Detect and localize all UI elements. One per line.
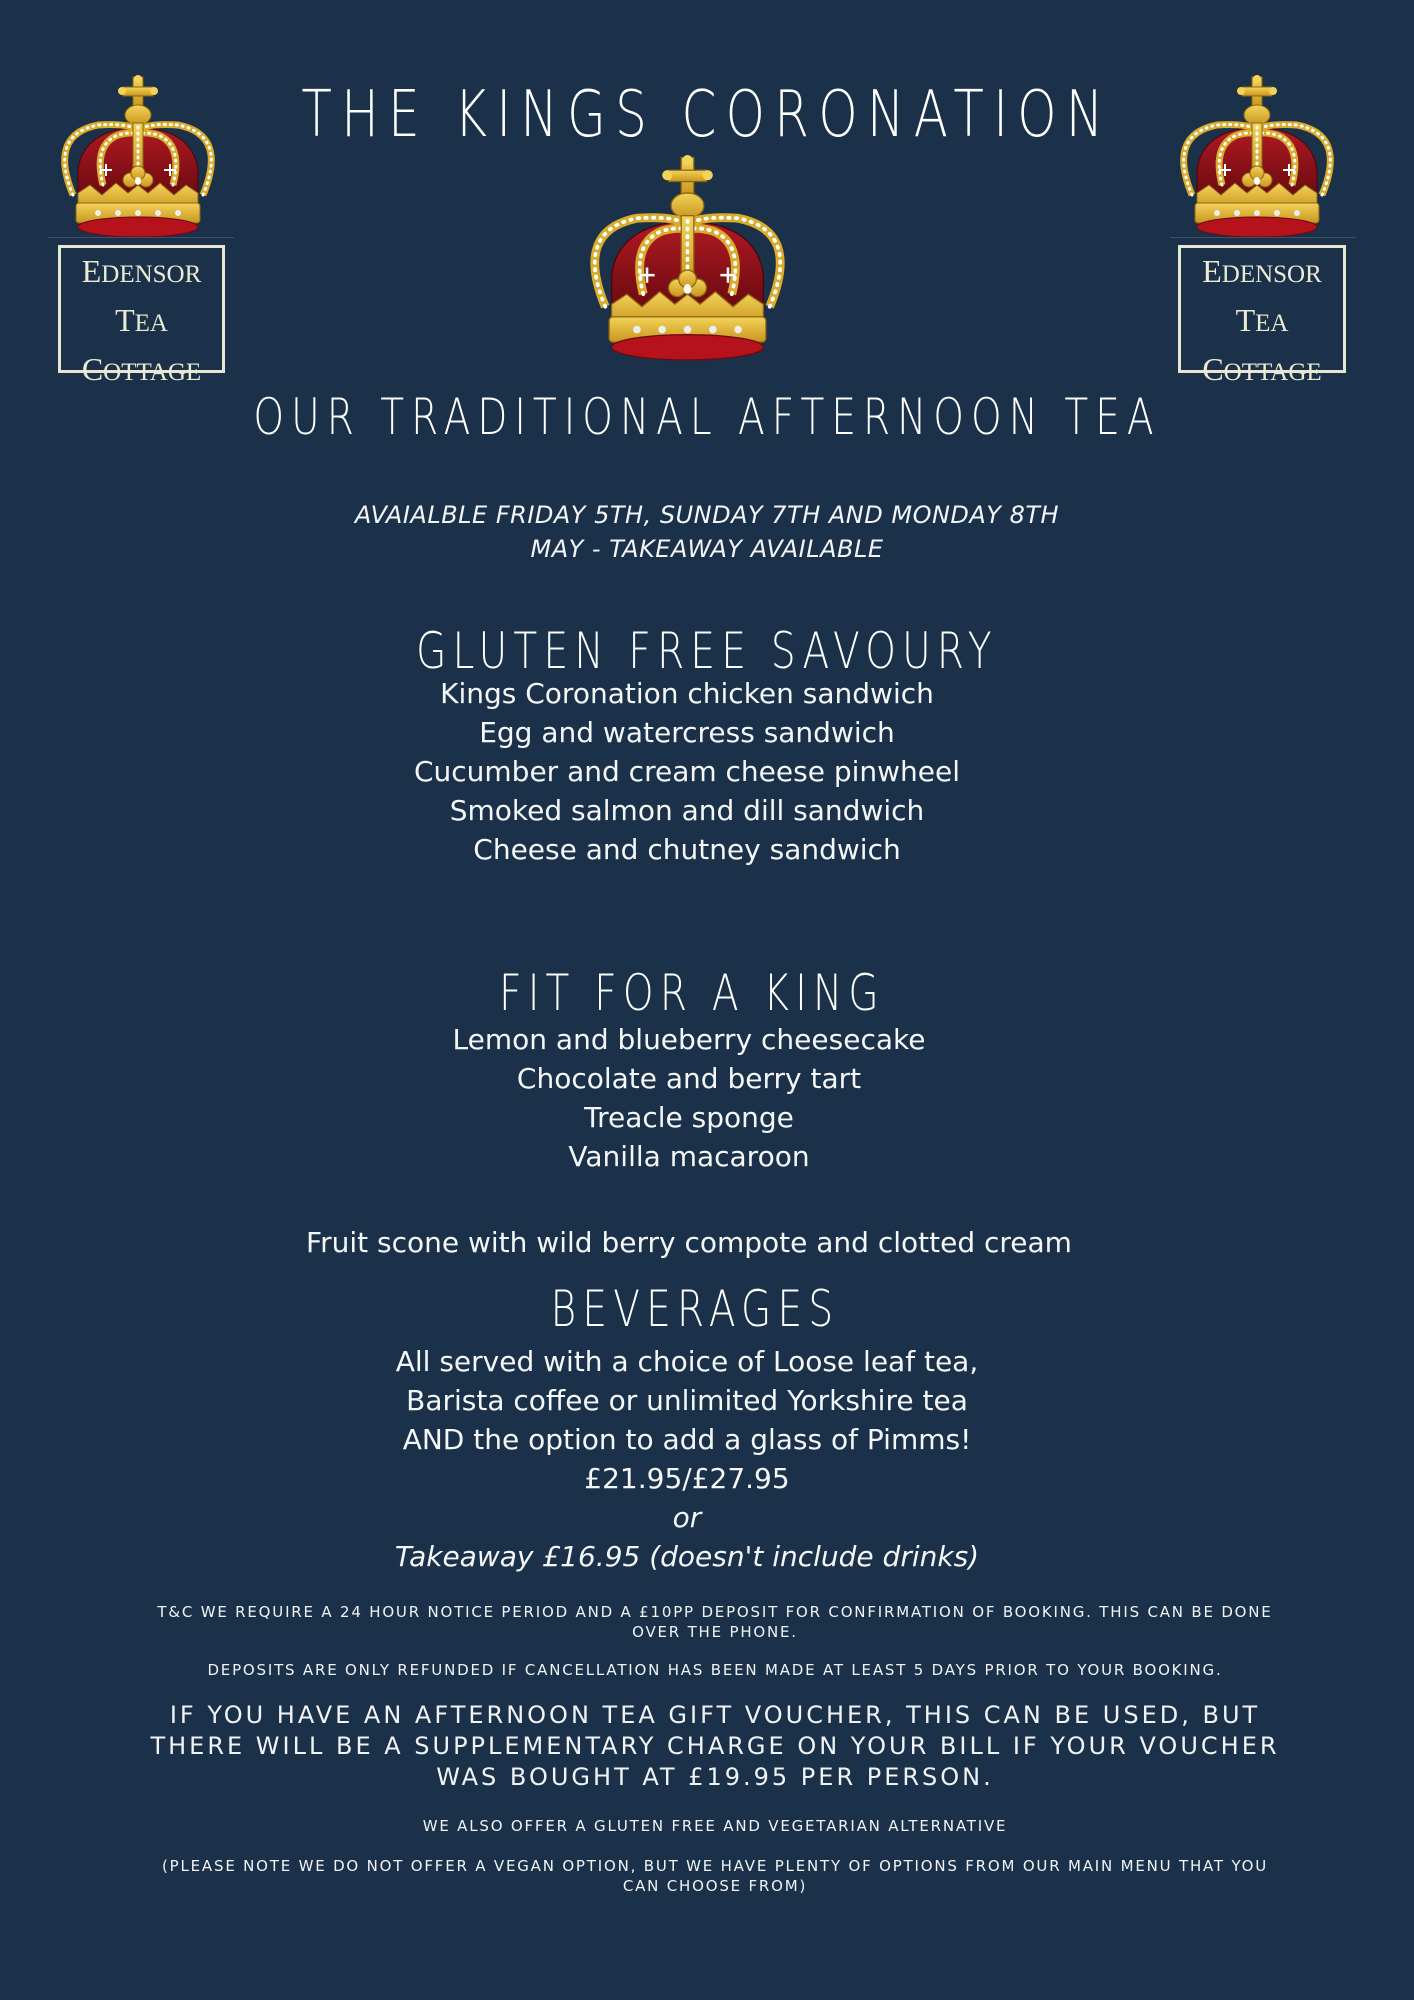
section-heading-beverages: BEVERAGES [550, 1280, 840, 1338]
terms-refund: DEPOSITS ARE ONLY REFUNDED IF CANCELLATION HAS BEEN MADE AT LEAST 5 DAYS PRIOR TO YOUR BOOKING. [207, 1661, 1223, 1679]
beverages-list [0, 1342, 1394, 1576]
vegan-notice: (PLEASE NOTE WE DO NOT OFFER A VEGAN OPTION, BUT WE HAVE PLENTY OF OPTIONS FROM OUR MAIN MENU THAT YOU CAN CHOOSE FROM) [162, 1857, 1268, 1895]
logo-text: OTTAGE [103, 359, 202, 386]
logo-line-cottage: COTTAGE [81, 351, 202, 387]
menu-item: Smoked salmon and dill sandwich [449, 794, 925, 827]
logo-divider [48, 237, 234, 238]
menu-item: Egg and watercress sandwich [479, 716, 895, 749]
availability-notice [0, 498, 1414, 566]
logo-text: EA [134, 310, 168, 337]
logo-text: DENSOR [101, 261, 202, 288]
menu-item: Lemon and blueberry cheesecake [452, 1023, 926, 1056]
scone-item: Fruit scone with wild berry compote and clotted cream [306, 1226, 1072, 1259]
menu-item: Cucumber and cream cheese pinwheel [413, 755, 961, 788]
or-text: or [672, 1501, 702, 1534]
logo-line-edensor: EDENSOR [81, 253, 202, 289]
menu-item: Treacle sponge [584, 1101, 794, 1134]
section-heading-savoury: GLUTEN FREE SAVOURY [416, 622, 998, 680]
section-heading-sweet: FIT FOR A KING [499, 964, 885, 1022]
center-crown-icon [560, 155, 815, 370]
logo-line-tea: TEA [1235, 302, 1289, 338]
menu-item: Chocolate and berry tart [516, 1062, 862, 1095]
logo-box [58, 245, 225, 387]
logo-line-cottage: COTTAGE [1202, 351, 1322, 387]
menu-item: Cheese and chutney sandwich [473, 833, 901, 866]
beverage-line: All served with a choice of Loose leaf tea, [395, 1345, 979, 1378]
menu-item: Kings Coronation chicken sandwich [440, 677, 934, 710]
voucher-notice: IF YOU HAVE AN AFTERNOON TEA GIFT VOUCHER, THIS CAN BE USED, BUT THERE WILL BE A SUPPLEMENTARY CHARGE ON YOUR BILL IF YOUR VOUCHER WAS BOUGHT AT £19.95 PER PERSON. [150, 1701, 1280, 1791]
alternative-notice: WE ALSO OFFER A GLUTEN FREE AND VEGETARIAN ALTERNATIVE [422, 1817, 1008, 1835]
logo-line-edensor: EDENSOR [1202, 253, 1322, 289]
beverage-line: AND the option to add a glass of Pimms! [402, 1423, 972, 1456]
terms-notice: T&C WE REQUIRE A 24 HOUR NOTICE PERIOD AND A £10PP DEPOSIT FOR CONFIRMATION OF BOOKING. THIS CAN BE DONE OVER THE PHONE. [157, 1603, 1273, 1641]
page-title: THE KINGS CORONATION [301, 78, 1113, 152]
subtitle: OUR TRADITIONAL AFTERNOON TEA [253, 388, 1161, 446]
price: £21.95/£27.95 [584, 1462, 790, 1495]
sweet-list [0, 1020, 1396, 1176]
takeaway-price: Takeaway £16.95 (doesn't include drinks) [394, 1540, 980, 1573]
logo-line-tea: TEA [115, 302, 168, 338]
availability-line: MAY - TAKEAWAY AVAILABLE [530, 535, 884, 563]
savoury-list [0, 674, 1394, 869]
logo-box [1178, 245, 1346, 387]
availability-line: AVAIALBLE FRIDAY 5TH, SUNDAY 7TH AND MONDAY 8TH [354, 501, 1060, 529]
menu-item: Vanilla macaroon [568, 1140, 810, 1173]
beverage-line: Barista coffee or unlimited Yorkshire tea [406, 1384, 968, 1417]
logo-divider [1170, 237, 1356, 238]
